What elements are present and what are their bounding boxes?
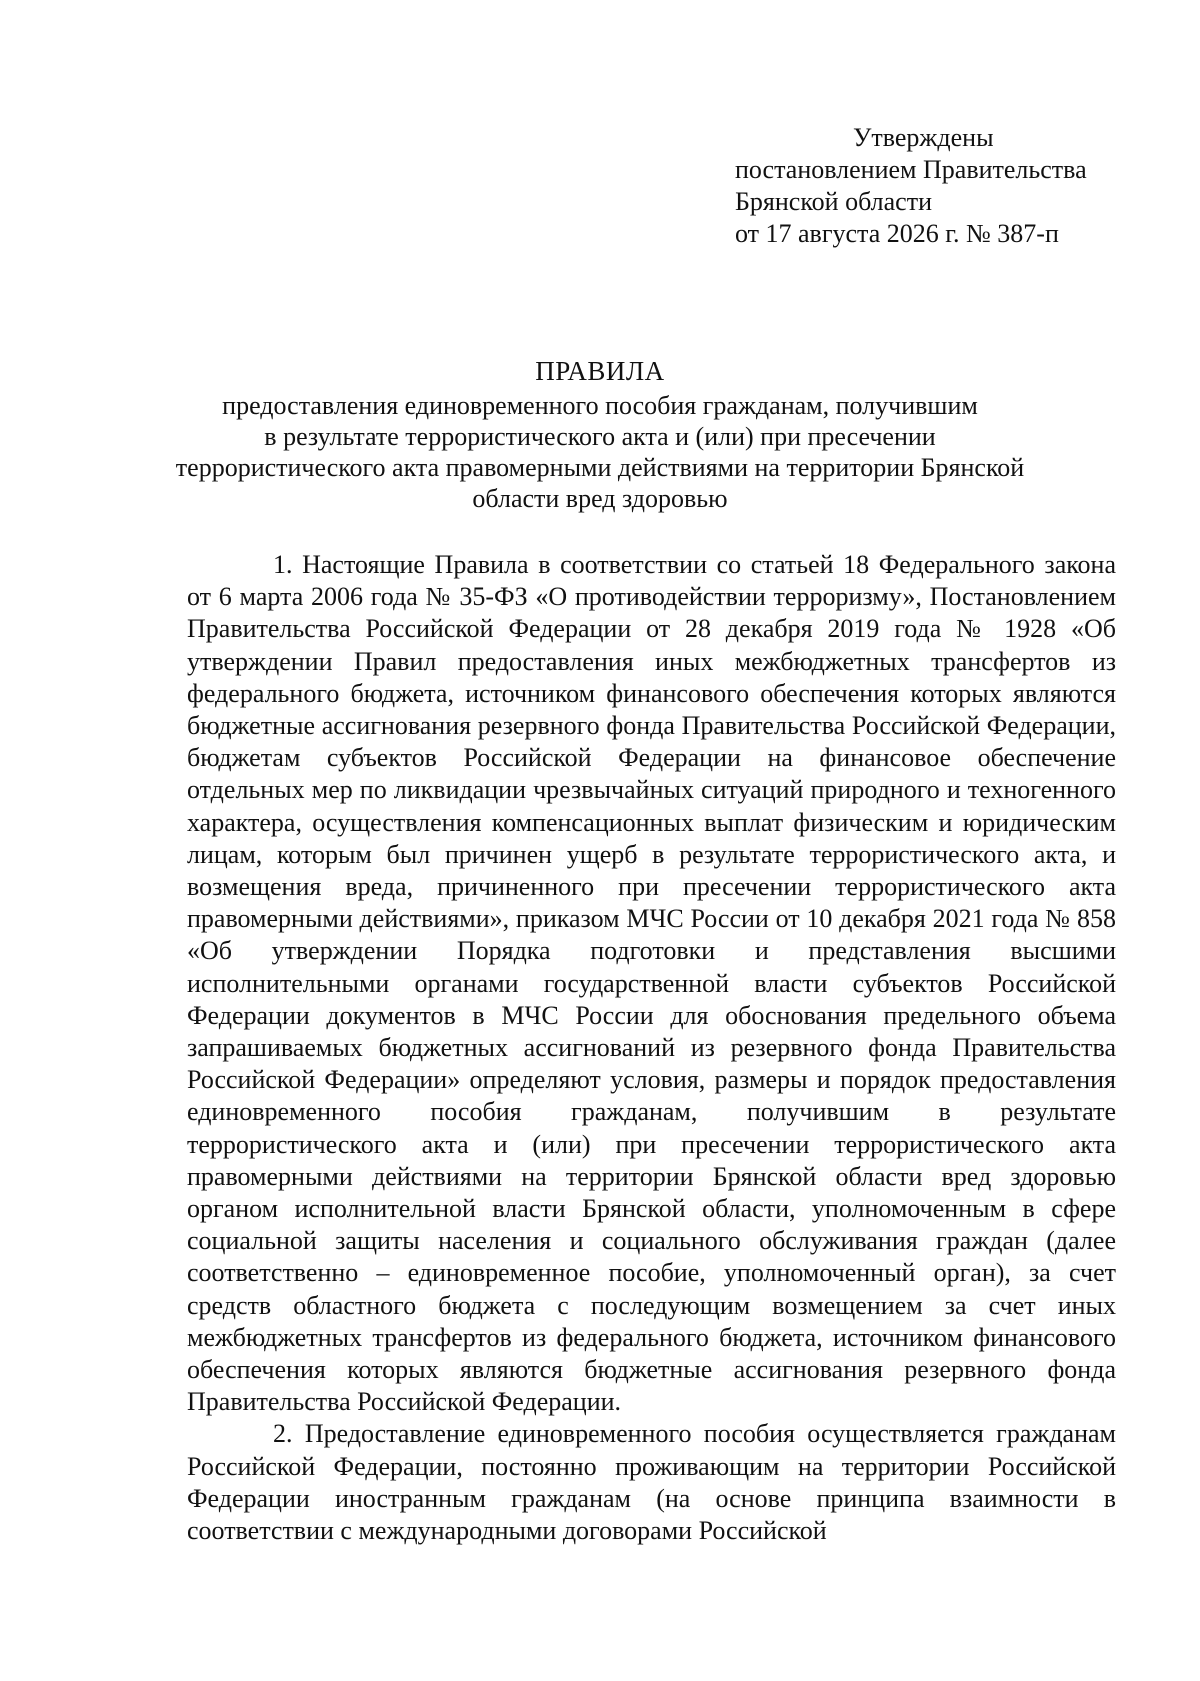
title-heading: ПРАВИЛА — [535, 356, 665, 386]
paragraph-1: 1. Настоящие Правила в соответствии со статьей 18 Федерального закона от 6 марта 2006 года № 35-ФЗ «О противодействии терроризму», Постановлением Правительства Российской Федерации от 28 декабря 2019 года № 1928 «Об утверждении Правил предоставления иных межбюджетных трансфертов из федерального бюджета, источником финансового обеспечения которых являются бюджетные ассигнования резервного фонда Правительства Российской Федерации, бюджетам субъектов Российской Федерации на финансовое обеспечение отдельных мер по ликвидации чрезвычайных ситуаций природного и техногенного характера, осуществления компенсационных выплат физическим и юридическим лицам, которым был причинен ущерб в результате террористического акта, и возмещения вреда, причиненного при пресечении террористического акта правомерными действиями», приказом МЧС России от 10 декабря 2021 года № 858 «Об утверждении Порядка подготовки и представления высшими исполнительными органами государственной власти субъектов Российской Федерации документов в МЧС России для обоснования предельного объема запрашиваемых бюджетных ассигнований из резервного фонда Правительства Российской Федерации» определяют условия, размеры и порядок предоставления единовременного пособия гражданам, получившим в результате террористического акта и (или) при пресечении террористического акта правомерными действиями на территории Брянской области вред здоровью органом исполнительной власти Брянской области, уполномоченным в сфере социальной защиты населения и социального обслуживания граждан (далее соответственно – единовременное пособие, уполномоченный орган), за счет средств областного бюджета с последующим возмещением за счет иных межбюджетных трансфертов из федерального бюджета, источником финансового обеспечения которых являются бюджетные ассигнования резервного фонда Правительства Российской Федерации. — [187, 550, 1116, 1417]
title-line-4: области вред здоровью — [472, 484, 728, 513]
approval-stamp — [735, 122, 1087, 250]
title-line-3: террористического акта правомерными действиями на территории Брянской — [175, 453, 1025, 482]
approval-line-date-number: от 17 августа 2026 г. № 387-п — [735, 219, 1059, 248]
document-body — [187, 549, 1116, 1547]
title-line-2: в результате террористического акта и (или) при пресечении — [264, 422, 936, 451]
title-line-1: предоставления единовременного пособия гражданам, получившим — [222, 391, 978, 420]
document-title — [160, 356, 1040, 514]
paragraph-2: 2. Предоставление единовременного пособия осуществляется гражданам Российской Федерации, постоянно проживающим на территории Российской Федерации иностранным гражданам (на основе принципа взаимности в соответствии с международными договорами Российской — [187, 1419, 1116, 1546]
approval-line-region: Брянской области — [735, 187, 932, 216]
approval-line-resolution: постановлением Правительства — [735, 155, 1087, 184]
approval-line-approved: Утверждены — [853, 123, 994, 152]
